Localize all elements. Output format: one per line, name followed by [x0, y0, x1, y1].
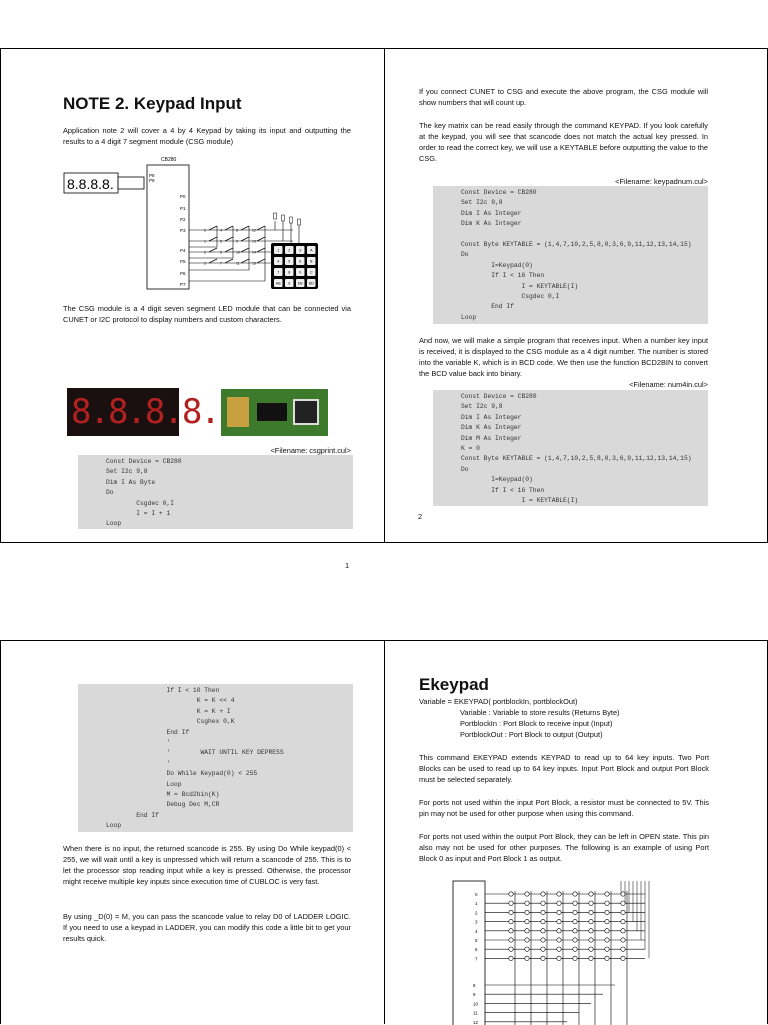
code-line: If I < 16 Then — [461, 272, 545, 280]
pin-label: 1 — [475, 901, 478, 907]
key-node — [509, 901, 513, 905]
key-number: 6 — [220, 250, 222, 255]
param-variable: Variable : Variable to store results (Returns Byte) — [460, 708, 620, 717]
key-node — [589, 901, 593, 905]
key-number: 14 — [252, 250, 256, 255]
pcb-socket — [293, 399, 319, 425]
keypad-key-label: 9 — [299, 270, 302, 275]
key-switch — [225, 226, 233, 230]
key-node — [525, 901, 529, 905]
port-label: P2 — [180, 217, 186, 222]
key-switch — [241, 259, 249, 263]
resistor — [274, 213, 277, 219]
page-number: 1 — [345, 561, 350, 570]
key-node — [589, 947, 593, 951]
code-line: Do — [461, 251, 469, 259]
key-node — [589, 929, 593, 933]
keypad-key-label: 0 — [288, 281, 291, 286]
key-node — [557, 919, 561, 923]
key-node — [557, 910, 561, 914]
paragraph-1: When there is no input, the returned scancode is 255. By using Do While keypad(0) < 255, we will wait until a key is unpressed which will return a scancode of 255. This is to let the processor stop reading input while a key is pressed. Otherwise, the processor might receive multiple key inputs since execution time of CUBLOC is very fast. — [63, 844, 351, 886]
pin-label: 12 — [473, 1019, 479, 1025]
keypad-key-label: 8 — [288, 270, 291, 275]
code-line: K = K + I — [106, 707, 231, 715]
key-node — [621, 892, 625, 896]
code-line: I=Keypad(0) — [461, 476, 533, 484]
chip-label: CB280 — [161, 157, 177, 163]
key-switch — [209, 248, 217, 252]
paragraph-1: This command EKEYPAD extends KEYPAD to read up to 64 key inputs. Two Port Blocks can be used to read up to 64 key inputs. Input Port Block and output Port Block must be selected separately. — [419, 753, 709, 784]
paragraph-2: By using _D(0) = M, you can pass the scancode value to relay D0 of LADDER LOGIC. If you need to use a keypad in LADDER, you can modify this code a little bit to get your results quick. — [63, 912, 351, 943]
key-node — [541, 956, 545, 960]
keypad-key-label: A — [310, 248, 313, 253]
code-line: K = K << 4 — [106, 697, 235, 705]
port-label: P0 — [180, 194, 186, 199]
pcb-chip — [257, 403, 287, 421]
key-number: 13 — [252, 239, 256, 244]
key-node — [605, 910, 609, 914]
key-number: 15 — [252, 261, 256, 266]
code-line: Const Device = CB280 — [461, 189, 537, 196]
keypad-key-label: EB — [297, 281, 303, 286]
filename-label-1: <Filename: keypadnum.cul> — [615, 177, 708, 186]
code-line: Set I2c 9,8 — [461, 403, 503, 411]
key-node — [557, 892, 561, 896]
key-node — [541, 919, 545, 923]
code-line: Dim M As Integer — [461, 434, 522, 442]
filename-label-2: <Filename: num4in.cul> — [629, 380, 708, 389]
filename-label: <Filename: csgprint.cul> — [270, 446, 351, 455]
key-switch — [241, 237, 249, 241]
port-label: P4 — [180, 248, 186, 253]
code-line: Csgdec 0,I — [461, 292, 560, 300]
paragraph-2: For ports not used within the input Port Block, a resistor must be connected to 5V. This pin may not be used for other purpose when using this command. — [419, 798, 709, 818]
key-node — [589, 892, 593, 896]
pcb-connector — [227, 397, 249, 427]
keypad-key-label: B — [310, 259, 313, 264]
keypad-key-label: AB — [275, 281, 281, 286]
key-number: 11 — [236, 261, 240, 266]
key-node — [605, 929, 609, 933]
key-node — [525, 947, 529, 951]
key-number: 9 — [236, 239, 238, 244]
key-node — [509, 910, 513, 914]
resistor — [298, 219, 301, 225]
key-node — [589, 938, 593, 942]
key-node — [541, 929, 545, 933]
key-node — [621, 929, 625, 933]
code-line: ' WAIT UNTIL KEY DEPRESS — [106, 749, 284, 757]
key-node — [621, 919, 625, 923]
key-node — [589, 910, 593, 914]
code-line: Do While Keypad(0) < 255 — [106, 770, 258, 778]
key-node — [605, 947, 609, 951]
key-node — [557, 929, 561, 933]
key-node — [509, 929, 513, 933]
section-title: Ekeypad — [419, 675, 489, 694]
code-line: Dim I As Integer — [461, 209, 522, 217]
key-switch — [209, 237, 217, 241]
code-line: If I < 10 Then — [106, 687, 220, 694]
page-1 — [0, 48, 385, 570]
key-node — [573, 892, 577, 896]
code-line: Const Device = CB280 — [106, 458, 182, 465]
pin-label: 10 — [473, 1001, 479, 1007]
code-line: K = 0 — [461, 444, 480, 452]
key-number: 0 — [204, 228, 206, 233]
key-switch — [209, 226, 217, 230]
code-line: Set I2c 9,8 — [106, 468, 148, 476]
keypad-key-label: C — [309, 270, 313, 275]
code-line: Dim I As Byte — [106, 478, 156, 486]
key-switch — [257, 226, 265, 230]
key-node — [541, 901, 545, 905]
key-node — [557, 956, 561, 960]
key-node — [621, 938, 625, 942]
keypad-key-label: 4 — [277, 259, 280, 264]
code-line: Const Byte KEYTABLE = (1,4,7,10,2,5,8,0,3,6,9,11,12,13,14,15) — [461, 240, 692, 248]
code-line: I = KEYTABLE(I) — [461, 282, 579, 290]
key-number: 12 — [252, 228, 256, 233]
code-line: Const Device = CB280 — [461, 393, 537, 400]
key-node — [557, 938, 561, 942]
chip-outline — [453, 881, 485, 1025]
page-2 — [384, 48, 768, 543]
syntax-line: Variable = EKEYPAD( portblockIn, portblockOut) — [419, 697, 578, 706]
code-block — [78, 684, 353, 832]
code-line: I = KEYTABLE(I) — [461, 496, 579, 504]
key-node — [621, 910, 625, 914]
code-line: Dim I As Integer — [461, 413, 522, 421]
key-node — [605, 919, 609, 923]
pcb-photo — [221, 389, 328, 436]
code-line: Const Byte KEYTABLE = (1,4,7,10,2,5,8,0,3,6,9,11,12,13,14,15) — [461, 455, 692, 463]
key-number: 4 — [220, 228, 222, 233]
code-line: M = Bcd2bin(K) — [106, 790, 220, 798]
pin-label: 6 — [475, 947, 478, 953]
column-wire — [189, 226, 233, 258]
port-label: P5 — [180, 259, 186, 264]
code-block — [78, 455, 353, 529]
key-switch — [257, 237, 265, 241]
key-switch — [209, 259, 217, 263]
key-node — [525, 892, 529, 896]
key-node — [541, 938, 545, 942]
keypad-key-label: 3 — [299, 248, 302, 253]
code-line: If I < 16 Then — [461, 486, 545, 494]
code-line: Debug Dec M,CR — [106, 801, 220, 809]
port-label: P1 — [180, 206, 186, 211]
pin-label: 8 — [473, 983, 476, 988]
keypad-key-label: 1 — [277, 248, 280, 253]
keypad-key-label: 5 — [288, 259, 291, 264]
key-number: 7 — [220, 261, 222, 266]
key-node — [573, 938, 577, 942]
pin-label: 0 — [475, 892, 478, 897]
ekeypad-matrix-diagram — [445, 879, 685, 1025]
key-node — [541, 910, 545, 914]
code-line: ' — [106, 738, 171, 746]
key-node — [525, 919, 529, 923]
keypad-key-label: 2 — [288, 248, 291, 253]
key-switch — [241, 248, 249, 252]
keypad-key-label: DD — [308, 281, 314, 286]
code-line: I = I + 1 — [106, 509, 171, 517]
code-line: Loop — [461, 313, 477, 321]
code-line: I=Keypad(0) — [461, 261, 533, 269]
key-node — [589, 919, 593, 923]
connector — [118, 177, 144, 189]
key-node — [573, 947, 577, 951]
key-node — [509, 938, 513, 942]
code-line: ' — [106, 759, 171, 767]
key-switch — [225, 237, 233, 241]
code-line: Csgdec 0,I — [106, 499, 175, 507]
intro-paragraph: Application note 2 will cover a 4 by 4 Keypad by taking its input and outputting the results to a 4 digit 7 segment module (CSG module) — [63, 126, 351, 146]
key-node — [525, 910, 529, 914]
code-line: Do — [461, 465, 469, 473]
paragraph-1: If you connect CUNET to CSG and execute the above program, the CSG module will show numbers that will count up. — [419, 87, 708, 107]
port-p8: P8 — [149, 173, 155, 178]
paragraph-3: And now, we will make a simple program that receives input. When a number key input is received, it is displayed to the CSG module as a 4 digit number. The number is stored into the variable K, which is in BCD code. We then use the function BCD2BIN to convert the BCD value back into binary. — [419, 336, 708, 378]
resistor — [282, 215, 285, 221]
key-node — [573, 910, 577, 914]
key-node — [509, 956, 513, 960]
key-node — [509, 892, 513, 896]
code-line: Set I2c 9,8 — [461, 199, 503, 207]
key-switch — [257, 248, 265, 252]
resistor — [290, 217, 293, 223]
key-node — [525, 956, 529, 960]
code-line: Dim K As Integer — [461, 424, 522, 432]
code-line: End If — [106, 728, 190, 736]
key-number: 8 — [236, 228, 238, 233]
code-line: End If — [461, 303, 514, 311]
pin-label: 2 — [475, 910, 478, 916]
param-portblock-out: PortblockOut : Port Block to output (Output) — [460, 730, 603, 739]
key-switch — [257, 259, 265, 263]
key-node — [573, 919, 577, 923]
page-title: NOTE 2. Keypad Input — [63, 94, 242, 113]
key-node — [557, 901, 561, 905]
column-wire — [189, 226, 217, 247]
paragraph-3: For ports not used within the output Port Block, they can be left in OPEN state. This pin also may not be used for other purposes. The following is an example of using Port Block 0 as input and Port Block 1 as output. — [419, 832, 709, 863]
key-node — [573, 956, 577, 960]
code-block-2 — [433, 390, 708, 506]
code-line: Loop — [106, 780, 182, 788]
pin-label: 11 — [473, 1010, 478, 1016]
display-digits: 8.8.8.8. — [67, 176, 114, 192]
led-digits: 8.8.8.8. — [71, 392, 219, 432]
key-node — [605, 892, 609, 896]
port-label: P3 — [180, 228, 186, 233]
key-node — [605, 901, 609, 905]
pin-label: 5 — [475, 938, 478, 943]
pin-label: 3 — [475, 919, 478, 925]
page-3 — [0, 640, 385, 1024]
key-number: 1 — [204, 239, 206, 244]
pin-label: 4 — [475, 928, 478, 934]
page-number: 2 — [418, 512, 423, 521]
key-node — [605, 938, 609, 942]
key-switch — [225, 248, 233, 252]
page-4 — [384, 640, 768, 1024]
code-line: Loop — [106, 822, 122, 830]
port-label: P7 — [180, 282, 186, 287]
key-node — [541, 947, 545, 951]
code-line: Do — [106, 489, 114, 497]
key-node — [573, 929, 577, 933]
pin-label: 7 — [475, 956, 478, 962]
keypad-key-label: 6 — [299, 259, 302, 264]
key-node — [605, 956, 609, 960]
code-line: Csghex 0,K — [106, 718, 235, 726]
key-node — [525, 929, 529, 933]
column-wire — [189, 226, 249, 270]
port-label: P6 — [180, 271, 186, 276]
key-node — [541, 892, 545, 896]
key-node — [557, 947, 561, 951]
param-portblock-in: PortblockIn : Port Block to receive input (Input) — [460, 719, 613, 728]
key-node — [509, 919, 513, 923]
code-line: Loop — [106, 520, 122, 528]
port-p9: P9 — [149, 178, 155, 183]
key-number: 5 — [220, 239, 222, 244]
key-node — [621, 947, 625, 951]
key-node — [621, 956, 625, 960]
paragraph-2: The key matrix can be read easily through the command KEYPAD. If you look carefully at the keypad, you will see that scancode does not match the actual key pressed. In order to read the correct key, we will use a KEYTABLE before outputting the value to the CSG. — [419, 121, 708, 163]
key-node — [509, 947, 513, 951]
code-line: End If — [106, 811, 159, 819]
key-number: 2 — [204, 250, 206, 255]
code-line: Dim K As Integer — [461, 220, 522, 228]
key-node — [573, 901, 577, 905]
key-node — [621, 901, 625, 905]
keypad-key-label: 7 — [277, 270, 280, 275]
key-switch — [225, 259, 233, 263]
pin-label: 9 — [473, 992, 476, 998]
key-node — [525, 938, 529, 942]
key-number: 10 — [236, 250, 240, 255]
csg-paragraph: The CSG module is a 4 digit seven segment LED module that can be connected via CUNET or I2C protocol to display numbers and custom characters. — [63, 304, 351, 324]
keypad-circuit-diagram — [61, 153, 317, 293]
key-node — [589, 956, 593, 960]
code-block-1 — [433, 186, 708, 324]
key-number: 3 — [204, 261, 206, 266]
key-switch — [241, 226, 249, 230]
led-module-photo — [67, 388, 219, 436]
code-line — [461, 230, 708, 240]
